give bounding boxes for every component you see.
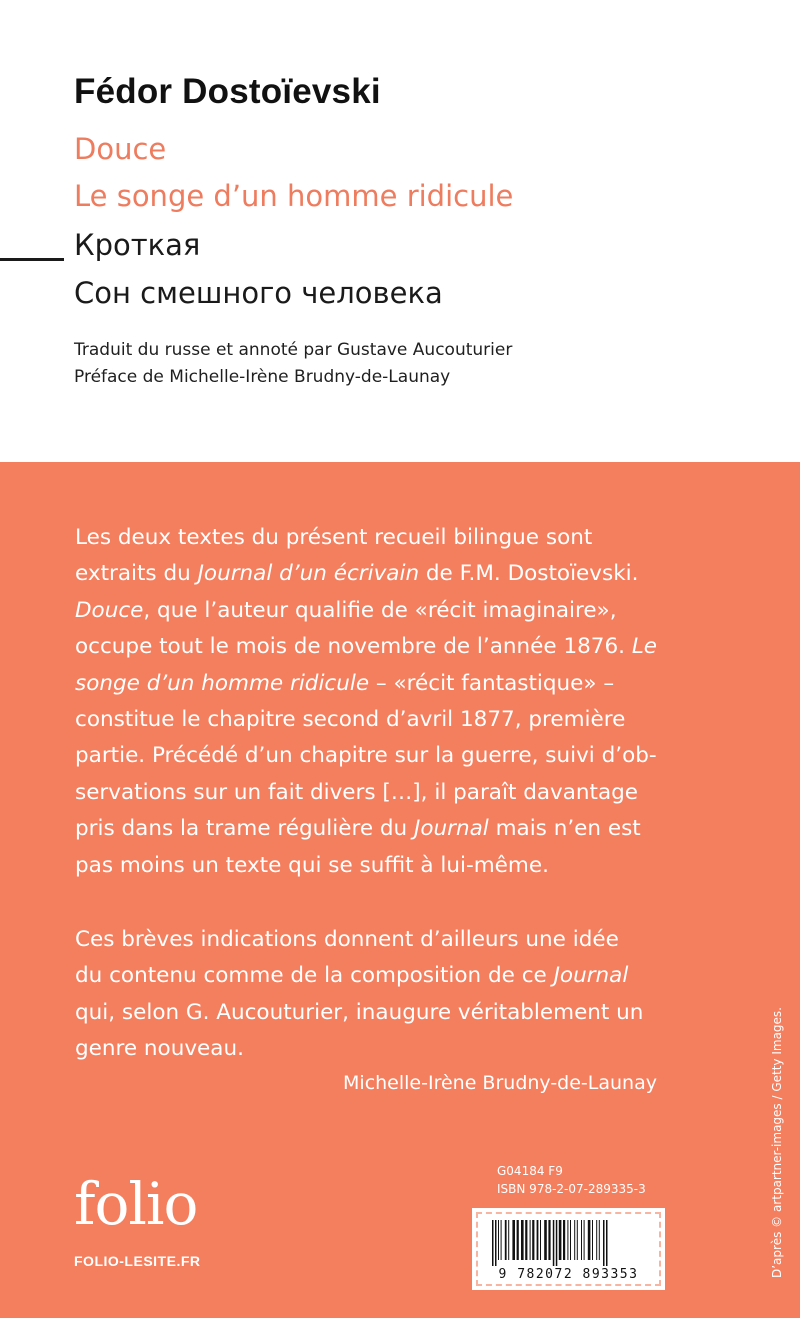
- barcode-bar: [556, 1220, 558, 1266]
- text-run: pas moins un texte qui se suffit à lui-même.: [75, 852, 549, 878]
- blurb-line: [75, 848, 667, 884]
- title-russian-1: Кроткая: [74, 228, 201, 262]
- folio-logo: folio: [74, 1170, 198, 1238]
- blurb-line: [75, 811, 667, 847]
- text-run: genre nouveau.: [75, 1036, 244, 1062]
- barcode-bar: [512, 1220, 515, 1260]
- text-run: de F.M. Dostoïevski.: [419, 561, 639, 587]
- italic-title-run: songe d’un homme ridicule: [75, 670, 370, 696]
- italic-title-run: Douce: [75, 597, 144, 623]
- barcode-bar: [537, 1220, 539, 1260]
- preface-credit: Préface de Michelle-Irène Brudny-de-Launay: [74, 367, 451, 387]
- barcode-bar: [592, 1220, 593, 1260]
- barcode-bar: [548, 1220, 550, 1260]
- barcode-bar: [563, 1220, 565, 1260]
- barcode-bar: [596, 1220, 597, 1260]
- barcode-bar: [525, 1220, 527, 1260]
- blurb-line: [75, 738, 667, 774]
- barcode-bar: [584, 1220, 585, 1260]
- barcode-bar: [495, 1220, 497, 1266]
- barcode-bar: [606, 1220, 608, 1266]
- text-run: extraits du: [75, 561, 198, 587]
- barcode-bar: [599, 1220, 600, 1260]
- product-code: G04184 F9: [497, 1164, 563, 1178]
- barcode-bar: [498, 1220, 499, 1260]
- barcode-bar: [581, 1220, 582, 1260]
- barcode: [472, 1208, 665, 1290]
- barcode-bar: [574, 1220, 575, 1260]
- blurb-line: [75, 593, 667, 629]
- barcode-bars: [488, 1220, 653, 1266]
- author-name: Fédor Dostoïevski: [74, 72, 381, 111]
- barcode-bar: [570, 1220, 571, 1260]
- barcode-bar: [553, 1220, 555, 1266]
- text-run: , que l’auteur qualifie de «récit imaginaire»,: [143, 597, 617, 623]
- blurb-line: [75, 775, 667, 811]
- italic-title-run: Journal d’un écrivain: [197, 561, 420, 587]
- italic-title-run: Journal: [414, 816, 489, 842]
- folio-website-link[interactable]: FOLIO-LESITE.FR: [74, 1253, 201, 1269]
- italic-title-run: Journal: [553, 963, 629, 989]
- text-run: Ces brèves indications donnent d’ailleurs une idée: [75, 927, 619, 952]
- blurb-line: [75, 556, 667, 592]
- barcode-bar: [492, 1220, 494, 1266]
- text-run: qui, selon G. Aucouturier, inaugure véritablement un: [75, 999, 644, 1025]
- title-rule: [0, 258, 64, 261]
- blurb-paragraph-1: [75, 520, 667, 884]
- top-section: [0, 0, 800, 462]
- barcode-bar: [577, 1220, 578, 1260]
- blurb-line: [75, 520, 667, 556]
- barcode-bar: [588, 1220, 591, 1260]
- barcode-bar: [505, 1220, 507, 1260]
- barcode-bar: [521, 1220, 524, 1260]
- barcode-bar: [517, 1220, 519, 1260]
- blurb-paragraph-2: [75, 922, 667, 1068]
- barcode-digits: 9 782072 893353: [498, 1267, 639, 1282]
- title-french-2: Le songe d’un homme ridicule: [74, 179, 514, 213]
- blurb-line: [75, 995, 667, 1031]
- blurb-signature: Michelle-Irène Brudny-de-Launay: [343, 1072, 657, 1094]
- barcode-bar: [508, 1220, 509, 1260]
- text-run: – «récit fantastique» –: [369, 670, 615, 696]
- text-run: servations sur un fait divers […], il paraît davantage: [75, 779, 639, 805]
- isbn-text: ISBN 978-2-07-289335-3: [497, 1182, 646, 1196]
- barcode-bar: [544, 1220, 547, 1260]
- text-run: constitue le chapitre second d’avril 1877, première: [75, 707, 626, 733]
- barcode-bar: [530, 1220, 531, 1260]
- barcode-bar: [532, 1220, 534, 1260]
- title-russian-2: Сон смешного человека: [74, 276, 443, 310]
- blurb-line: [75, 666, 667, 702]
- barcode-bar: [567, 1220, 568, 1260]
- blurb-line: [75, 629, 667, 665]
- text-run: pris dans la trame régulière du: [75, 816, 414, 842]
- barcode-bar: [501, 1220, 502, 1260]
- italic-title-run: Le: [631, 634, 658, 660]
- text-run: du contenu comme de la composition de ce: [75, 963, 554, 989]
- photo-credit: D’après © artpartner-images / Getty Images.: [770, 1006, 784, 1278]
- barcode-bar: [559, 1220, 562, 1260]
- blurb-line: [75, 958, 667, 994]
- barcode-bar: [603, 1220, 605, 1266]
- text-run: mais n’en est: [488, 816, 641, 842]
- blurb-line: [75, 702, 667, 738]
- blurb-line: [75, 1031, 667, 1067]
- translator-credit: Traduit du russe et annoté par Gustave Aucouturier: [74, 340, 513, 360]
- title-french-1: Douce: [74, 132, 167, 166]
- text-run: occupe tout le mois de novembre de l’année 1876.: [75, 634, 632, 660]
- blurb-line: [75, 922, 667, 958]
- text-run: partie. Précédé d’un chapitre sur la guerre, suivi d’ob-: [75, 743, 657, 769]
- barcode-bar: [540, 1220, 541, 1260]
- text-run: Les deux textes du présent recueil bilingue sont: [75, 525, 593, 550]
